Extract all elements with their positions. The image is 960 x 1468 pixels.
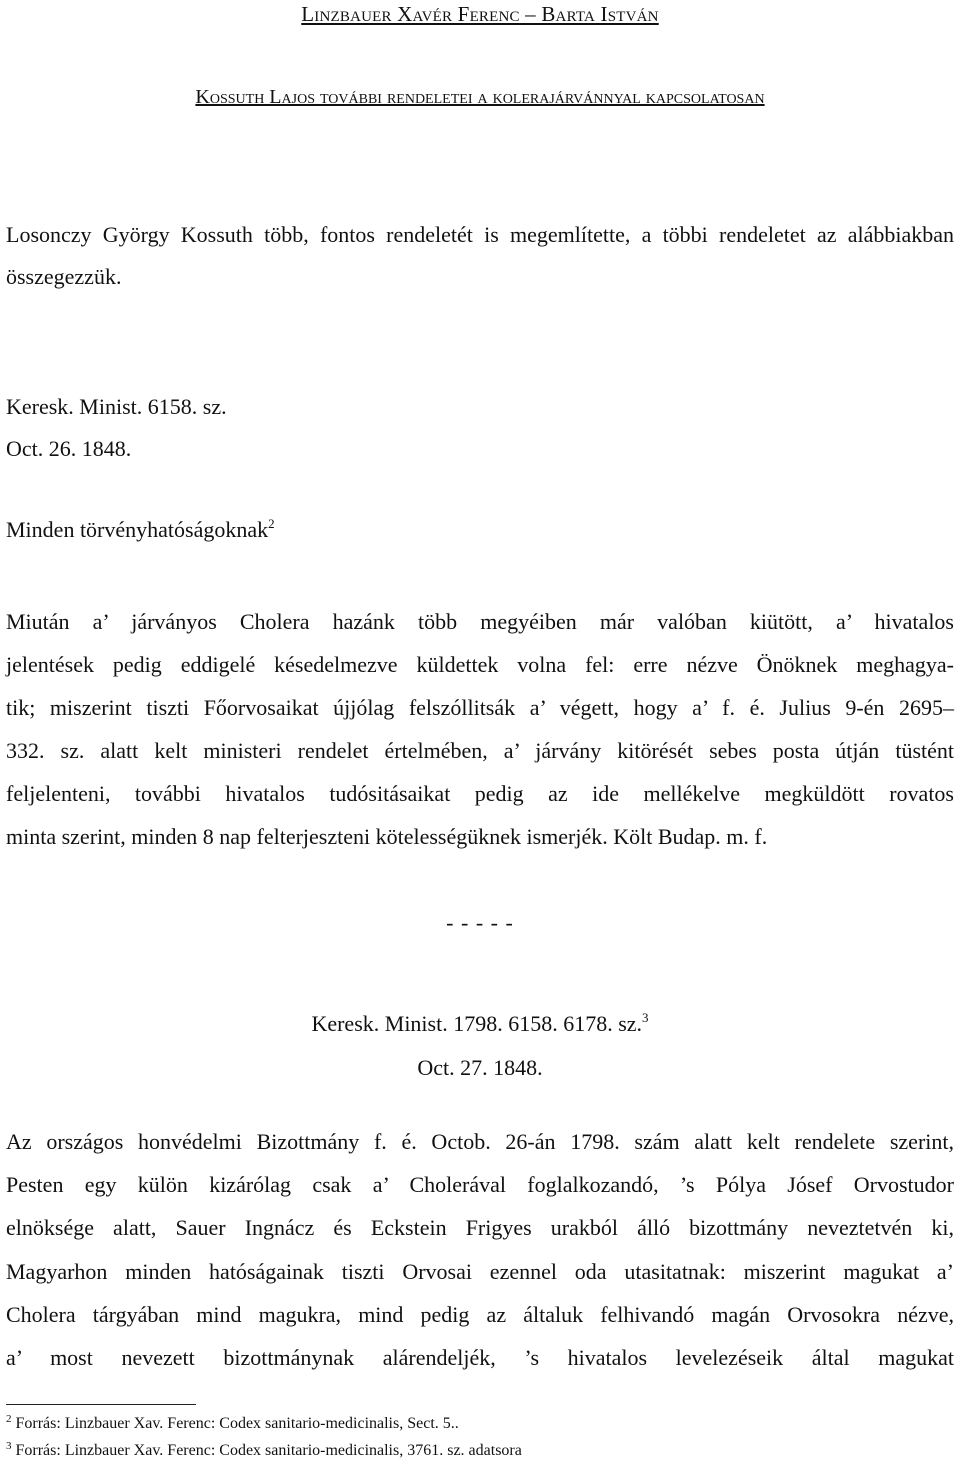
paragraph-line: feljelenteni, további hivatalos tudósitásaikat pedig az ide mellékelve megküldött rovatos — [6, 781, 954, 806]
decree-paragraph-2 — [6, 1120, 954, 1379]
footnote-number: 2 — [6, 1413, 12, 1425]
footnote-marker-3[interactable]: 3 — [642, 1010, 649, 1025]
authors-heading: Linzbauer Xavér Ferenc – Barta István — [301, 2, 659, 26]
paragraph-line: Miután a’ járványos Cholera hazánk több megyéiben már valóban kiütött, a’ hivatalos — [6, 609, 954, 634]
footnote-marker-2[interactable]: 2 — [268, 516, 275, 531]
paragraph-line: minta szerint, minden 8 nap felterjeszteni kötelességüknek ismerjék. Költ Budap. m. f. — [6, 824, 768, 849]
decree-reference-1-date: Oct. 26. 1848. — [6, 436, 132, 461]
paragraph-line: a’ most nevezett bizottmánynak alárendeljék, ’s hivatalos levelezéseik által magukat — [6, 1345, 954, 1371]
decree-reference-2-number: Keresk. Minist. 1798. 6158. 6178. sz.$^3$ — [311, 1010, 649, 1036]
decree-reference-2-date: Oct. 27. 1848. — [417, 1055, 543, 1080]
paragraph-line: 332. sz. alatt kelt ministeri rendelet értelmében, a’ járvány kitörését sebes posta útján tüstént — [6, 738, 954, 763]
footnote-text: Forrás: Linzbauer Xav. Ferenc: Codex sanitario-medicinalis, 3761. sz. adatsora — [15, 1442, 522, 1459]
footnote-2 — [6, 1408, 522, 1435]
intro-paragraph: Losonczy György Kossuth több, fontos rendeletét is megemlítette, a többi rendeletet az alábbiakban összegezzük. — [6, 222, 954, 289]
paragraph-line: tik; miszerint tiszti Főorvosaikat újjólag felszóllitsák a’ végett, hogy a’ f. é. Julius 9-én 2695– — [6, 695, 954, 720]
footnote-number: 3 — [6, 1440, 12, 1452]
footnote-text: Forrás: Linzbauer Xav. Ferenc: Codex sanitario-medicinalis, Sect. 5.. — [15, 1415, 459, 1432]
addressee-line — [6, 516, 275, 543]
addressee-text: Minden törvényhatóságoknak — [6, 517, 269, 542]
footnote-3 — [6, 1435, 522, 1462]
decree-paragraph-1 — [6, 600, 954, 858]
paragraph-line: Pesten egy külön kizárólag csak a’ Cholerával foglalkozandó, ’s Pólya Jósef Orvostudor — [6, 1172, 954, 1198]
paragraph-line: Az országos honvédelmi Bizottmány f. é. Octob. 26-án 1798. szám alatt kelt rendelete szerint, — [6, 1129, 954, 1154]
footnote-divider — [6, 1404, 196, 1405]
footnotes — [6, 1408, 522, 1462]
decree-reference-1-number: Keresk. Minist. 6158. sz. — [6, 394, 227, 419]
decree-reference-1 — [6, 386, 227, 470]
paragraph-line: Magyarhon minden hatóságainak tiszti Orvosai ezennel oda utasitatnak: miszerint magukat a’ — [6, 1258, 954, 1284]
decree-reference-2 — [0, 996, 960, 1090]
paragraph-line: Cholera tárgyában mind magukra, mind pedig az általuk felhivandó magán Orvosokra nézve, — [6, 1301, 954, 1327]
document-title: Kossuth Lajos további rendeletei a kolerajárvánnyal kapcsolatosan — [195, 86, 765, 108]
section-separator: - - - - - — [446, 910, 514, 935]
paragraph-line: elnöksége alatt, Sauer Ingnácz és Eckstein Frigyes urakból álló bizottmány neveztetvén ki, — [6, 1215, 954, 1241]
paragraph-line: jelentések pedig eddigelé késedelmezve küldettek volna fel: erre nézve Önöknek meghagya- — [6, 652, 954, 677]
